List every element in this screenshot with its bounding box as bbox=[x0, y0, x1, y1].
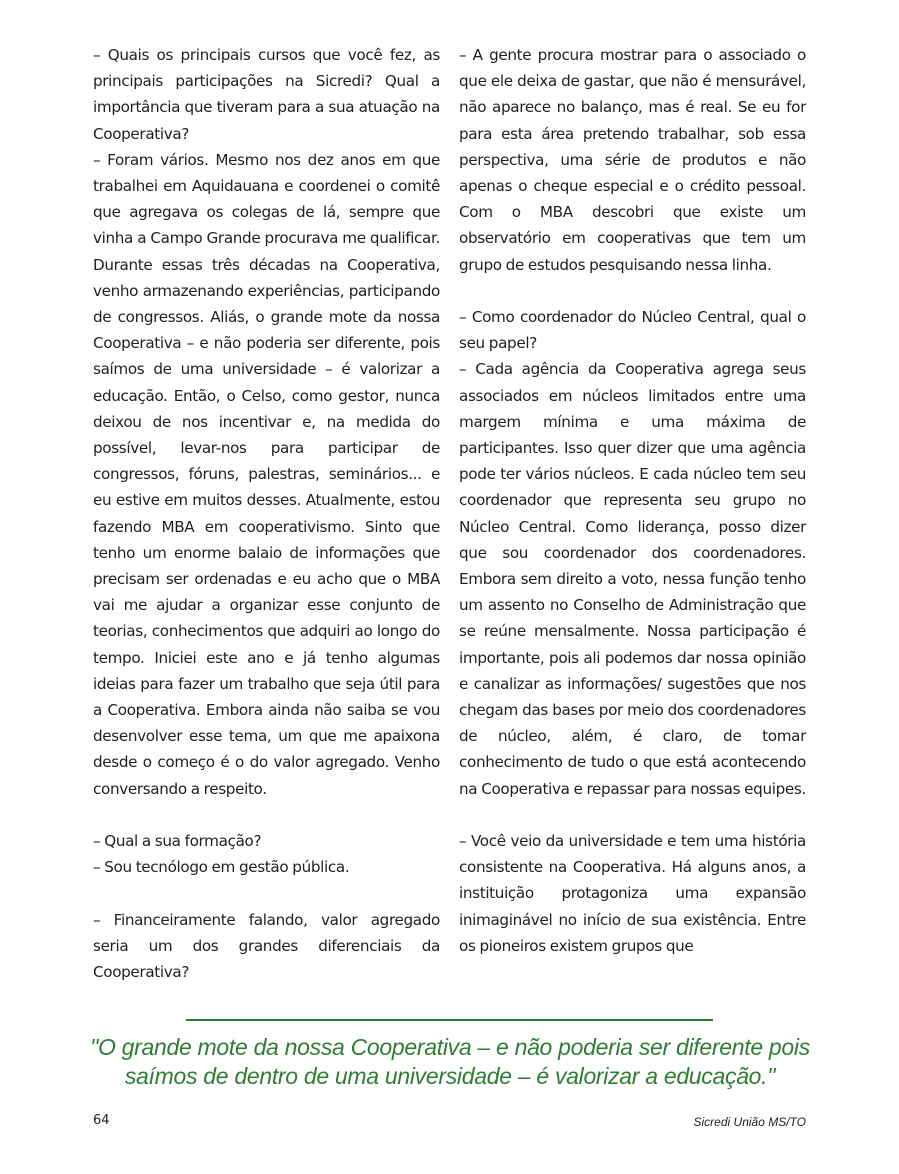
question-value-added: – Financeiramente falando, valor agregado seria um dos grandes diferenciais da Cooperativa? bbox=[93, 910, 440, 982]
answer-education: – Sou tecnólogo em gestão pública. bbox=[93, 858, 350, 877]
left-column bbox=[93, 42, 440, 985]
question-role: – Como coordenador do Núcleo Central, qual o seu papel? bbox=[459, 308, 806, 353]
answer-courses: – Foram vários. Mesmo nos dez anos em que trabalhei em Aquidauana e coordenei o comitê que agregava os colegas de lá, sempre que vinha a Campo Grande procurava me qualificar. Durante essas três décadas na Cooperativa, venho armazenando experiências, participando de congressos. Aliás, o grande mote da nossa Cooperativa – e não poderia ser diferente, pois saímos de uma universidade – é valorizar a educação. Então, o Celso, como gestor, nunca deixou de nos incentivar e, na medida do possível, levar-nos para participar de congressos, fóruns, palestras, seminários... e eu estive em muitos desses. Atualmente, estou fazendo MBA em cooperativismo. Sinto que tenho um enorme balaio de informações que precisam ser ordenadas e eu acho que o MBA vai me ajudar a organizar esse conjunto de teorias, conhecimentos que adquiri ao longo do tempo. Iniciei este ano e já tenho algumas ideias para fazer um trabalho que seja útil para a Cooperativa. Embora ainda não saiba se vou desenvolver esse tema, um que me apaixona desde o começo é o do valor agregado. Venho conversando a respeito. bbox=[93, 150, 440, 798]
question-courses: – Quais os principais cursos que você fez, as principais participações na Sicredi? Qual a importância que tiveram para a sua atuação na Cooperativa? bbox=[93, 46, 440, 143]
paragraph-gap bbox=[459, 802, 806, 828]
question-education: – Qual a sua formação? bbox=[93, 832, 262, 851]
question-history: – Você veio da universidade e tem uma história consistente na Cooperativa. Há alguns anos, a instituição protagoniza uma expansão inimaginável no início de sua existência. Entre os pioneiros existem grupos que bbox=[459, 832, 806, 955]
right-column bbox=[459, 42, 806, 959]
pull-quote-divider bbox=[186, 1019, 713, 1021]
page-number: 64 bbox=[93, 1113, 110, 1128]
pull-quote: "O grande mote da nossa Cooperativa – e não poderia ser diferente pois saímos de dentro de uma universidade – é valorizar a educação." bbox=[90, 1034, 810, 1089]
answer-value-added: – A gente procura mostrar para o associado o que ele deixa de gastar, que não é mensurável, não aparece no balanço, mas é real. Se eu for para esta área pretendo trabalhar, sob essa perspectiva, uma série de produtos e não apenas o cheque especial e o crédito pessoal. Com o MBA descobri que existe um observatório em cooperativas que tem um grupo de estudos pesquisando nessa linha. bbox=[459, 46, 806, 274]
paragraph-gap bbox=[93, 880, 440, 906]
paragraph-gap bbox=[459, 278, 806, 304]
answer-role: – Cada agência da Cooperativa agrega seus associados em núcleos limitados entre uma margem mínima e uma máxima de participantes. Isso quer dizer que uma agência pode ter vários núcleos. E cada núcleo tem seu coordenador que representa seu grupo no Núcleo Central. Como liderança, posso dizer que sou coordenador dos coordenadores. Embora sem direito a voto, nessa função tenho um assento no Conselho de Administração que se reúne mensalmente. Nossa participação é importante, pois ali podemos dar nossa opinião e canalizar as informações/ sugestões que nos chegam das bases por meio dos coordenadores de núcleo, além, é claro, de tomar conhecimento de tudo o que está acontecendo na Cooperativa e repassar para nossas equipes. bbox=[459, 360, 806, 798]
paragraph-gap bbox=[93, 802, 440, 828]
publication-name: Sicredi União MS/TO bbox=[693, 1115, 806, 1129]
